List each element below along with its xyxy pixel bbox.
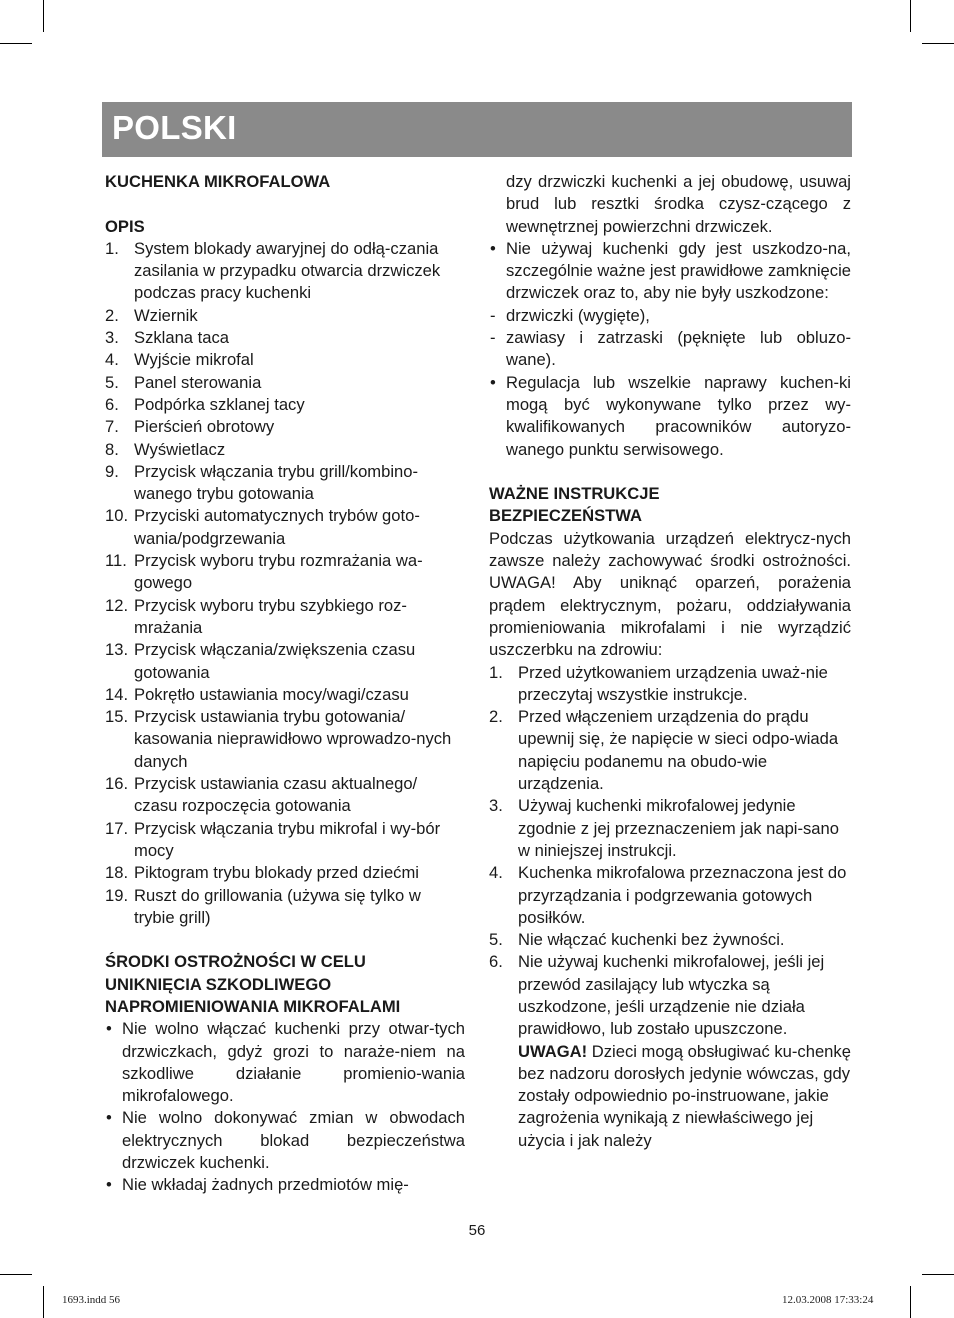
crop-mark — [922, 1274, 954, 1275]
crop-mark — [0, 43, 32, 44]
item-text: Kuchenka mikrofalowa przeznaczona jest do przyrządzania i podgrzewania gotowych posiłków. — [518, 863, 847, 927]
item-text: Panel sterowania — [134, 372, 262, 392]
crop-mark — [43, 1286, 44, 1318]
footer-file: 1693.indd 56 — [62, 1294, 121, 1306]
list-item: • Nie wolno dokonywać zmian w obwodach elektrycznych blokad bezpieczeństwa drzwiczek kuchenki. — [106, 1108, 465, 1173]
item-text: System blokady awaryjnej do odłą-czania zasilania w przypadku otwarcia drzwiczek podczas pracy kuchenki — [134, 238, 441, 303]
item-text: Przycisk wyboru trybu rozmrażania wa-gowego — [134, 551, 423, 593]
item-number: 1. — [105, 238, 119, 258]
item-number: 9. — [105, 461, 119, 481]
list-item — [105, 372, 465, 394]
item-number: 3. — [105, 328, 119, 348]
list-item — [105, 416, 465, 438]
item-number: 15. — [105, 707, 129, 727]
list-item — [105, 461, 465, 506]
list-item: - drzwiczki (wygięte), — [490, 305, 650, 325]
opis-heading: OPIS — [105, 216, 145, 236]
left-column — [105, 171, 465, 1197]
list-item: • Nie wkładaj żadnych przedmiotów mię- — [106, 1175, 409, 1195]
item-number: 4. — [105, 350, 119, 370]
item-number: 2. — [489, 707, 503, 727]
list-item — [105, 550, 465, 595]
list-item: • Nie używaj kuchenki gdy jest uszkodzo-na, szczególnie ważne jest prawidłowe zamknięcie drzwiczek oraz to, aby nie były uszkodzone: — [490, 238, 851, 303]
crop-mark — [0, 1274, 32, 1275]
item-number: 4. — [489, 863, 503, 883]
precautions-heading: ŚRODKI OSTROŻNOŚCI W CELU UNIKNIĘCIA SZKODLIWEGO NAPROMIENIOWANIA MIKROFALAMI — [105, 952, 401, 1016]
list-item — [105, 439, 465, 461]
item-number: 13. — [105, 640, 129, 660]
item-text: Przycisk włączania trybu mikrofal i wy-bór mocy — [134, 818, 441, 860]
footer-datetime: 12.03.2008 17:33:24 — [782, 1294, 874, 1306]
item-text: Podpórka szklanej tacy — [134, 394, 305, 414]
list-item — [105, 885, 465, 930]
item-text: Używaj kuchenki mikrofalowej jedynie zgodnie z jej przeznaczeniem jak napi-sano w niniejszej instrukcji. — [518, 796, 839, 860]
item-number: 10. — [105, 506, 129, 526]
item-number: 7. — [105, 417, 119, 437]
list-item — [489, 862, 851, 929]
item-text: Wyświetlacz — [134, 439, 226, 459]
item-text: Pokrętło ustawiania mocy/wagi/czasu — [134, 684, 409, 704]
item-number: 14. — [105, 684, 129, 704]
item-text: Przycisk wyboru trybu szybkiego roz-mrażania — [134, 595, 407, 637]
page-number: 56 — [468, 1222, 486, 1239]
list-item — [105, 327, 465, 349]
parts-list — [105, 238, 465, 929]
item-number: 1. — [489, 662, 503, 682]
list-item — [105, 238, 465, 305]
safety-intro: Podczas użytkowania urządzeń elektrycz-nych zawsze należy zachowywać środki ostrożności. UWAGA! Aby uniknąć oparzeń, porażenia prądem elektrycznym, pożaru, oddziaływania promieniowania mikrofalami i nie wyrządzić uszczerbku na zdrowiu: — [489, 528, 851, 660]
item-text: Piktogram trybu blokady przed dziećmi — [134, 863, 419, 883]
warning-text: Dzieci mogą obsługiwać ku-chenkę bez nadzoru dorosłych jedynie wówczas, gdy zostały odpowiednio po-instruowane, jakie zagrożenia wynikają z niewłaściwego jej użycia i jak należy — [518, 1041, 851, 1150]
item-number: 8. — [105, 439, 119, 459]
right-column — [489, 171, 851, 1152]
continued-text: dzy drzwiczki kuchenki a jej obudowę, usuwaj brud lub resztki środka czysz-czącego z wewnętrznej powierzchni drzwiczek. — [506, 172, 851, 236]
list-item — [105, 349, 465, 371]
item-text: Szklana taca — [134, 328, 230, 348]
item-text: Wyjście mikrofal — [134, 350, 254, 370]
list-item — [489, 706, 851, 795]
crop-mark — [922, 43, 954, 44]
list-item — [105, 684, 465, 706]
item-text: Przycisk ustawiania czasu aktualnego/ czasu rozpoczęcia gotowania — [134, 774, 418, 816]
crop-mark — [910, 1286, 911, 1318]
list-item — [105, 862, 465, 884]
list-item — [105, 639, 465, 684]
item-number: 6. — [489, 952, 503, 972]
crop-mark — [43, 0, 44, 32]
item-number: 6. — [105, 394, 119, 414]
list-item — [105, 305, 465, 327]
list-item — [105, 773, 465, 818]
list-item — [105, 818, 465, 863]
item-number: 2. — [105, 305, 119, 325]
item-text: Nie używaj kuchenki mikrofalowej, jeśli jej przewód zasilający lub wtyczka są uszkodzone, jeśli urządzenie nie działa prawidłowo, lub zostało upuszczone. — [518, 952, 825, 1039]
item-number: 11. — [105, 551, 127, 571]
list-item — [105, 505, 465, 550]
language-title: POLSKI — [112, 109, 237, 146]
warning-label: UWAGA! — [518, 1041, 588, 1061]
list-item — [105, 394, 465, 416]
language-banner — [102, 102, 852, 157]
item-text: Nie włączać kuchenki bez żywności. — [518, 930, 785, 950]
item-text: Ruszt do grillowania (używa się tylko w trybie grill) — [134, 885, 421, 927]
item-number: 5. — [105, 372, 119, 392]
list-item — [489, 795, 851, 862]
safety-heading: WAŻNE INSTRUKCJE BEZPIECZEŃSTWA — [489, 484, 660, 526]
item-text: Przed użytkowaniem urządzenia uważ-nie przeczytaj wszystkie instrukcje. — [518, 662, 828, 704]
item-text: Przycisk włączania trybu grill/kombino-wanego trybu gotowania — [134, 461, 419, 504]
item-text: Przyciski automatycznych trybów goto-wania/podgrzewania — [134, 506, 420, 548]
item-text: Pierścień obrotowy — [134, 417, 275, 437]
list-item — [489, 951, 851, 1152]
item-number: 17. — [105, 818, 129, 838]
item-number: 19. — [105, 885, 129, 905]
item-text: Wziernik — [134, 305, 198, 325]
item-number: 3. — [489, 796, 503, 816]
item-number: 16. — [105, 774, 129, 794]
list-item — [489, 929, 851, 951]
list-item: • Regulacja lub wszelkie naprawy kuchen-ki mogą być wykonywane tylko przez wy-kwalifikowanych pracowników autoryzo-wanego punktu serwisowego. — [490, 372, 851, 459]
item-text: Przed włączeniem urządzenia do prądu upewnij się, że napięcie w sieci odpo-wiada napięciu podanemu na obudo-wie urządzenia. — [518, 707, 839, 794]
item-text: Przycisk ustawiania trybu gotowania/ kasowania nieprawidłowo wprowadzo-nych danych — [134, 707, 452, 771]
list-item: • Nie wolno włączać kuchenki przy otwar-tych drzwiczkach, gdyż grozi to naraże-niem na szkodliwe działanie promienio-wania mikrofalowego. — [106, 1019, 465, 1106]
list-item: - zawiasy i zatrzaski (pęknięte lub obluzo-wane). — [490, 328, 851, 370]
item-text: Przycisk włączania/zwiększenia czasu gotowania — [134, 640, 416, 682]
crop-mark — [910, 0, 911, 32]
item-number: 12. — [105, 595, 129, 615]
list-item — [105, 706, 465, 773]
list-item — [489, 662, 851, 707]
item-number: 18. — [105, 863, 129, 883]
safety-list — [489, 662, 851, 1153]
list-item — [105, 595, 465, 640]
product-title: KUCHENKA MIKROFALOWA — [105, 172, 331, 191]
precautions-list — [105, 1018, 465, 1196]
item-number: 5. — [489, 930, 503, 950]
damage-list — [489, 238, 851, 461]
